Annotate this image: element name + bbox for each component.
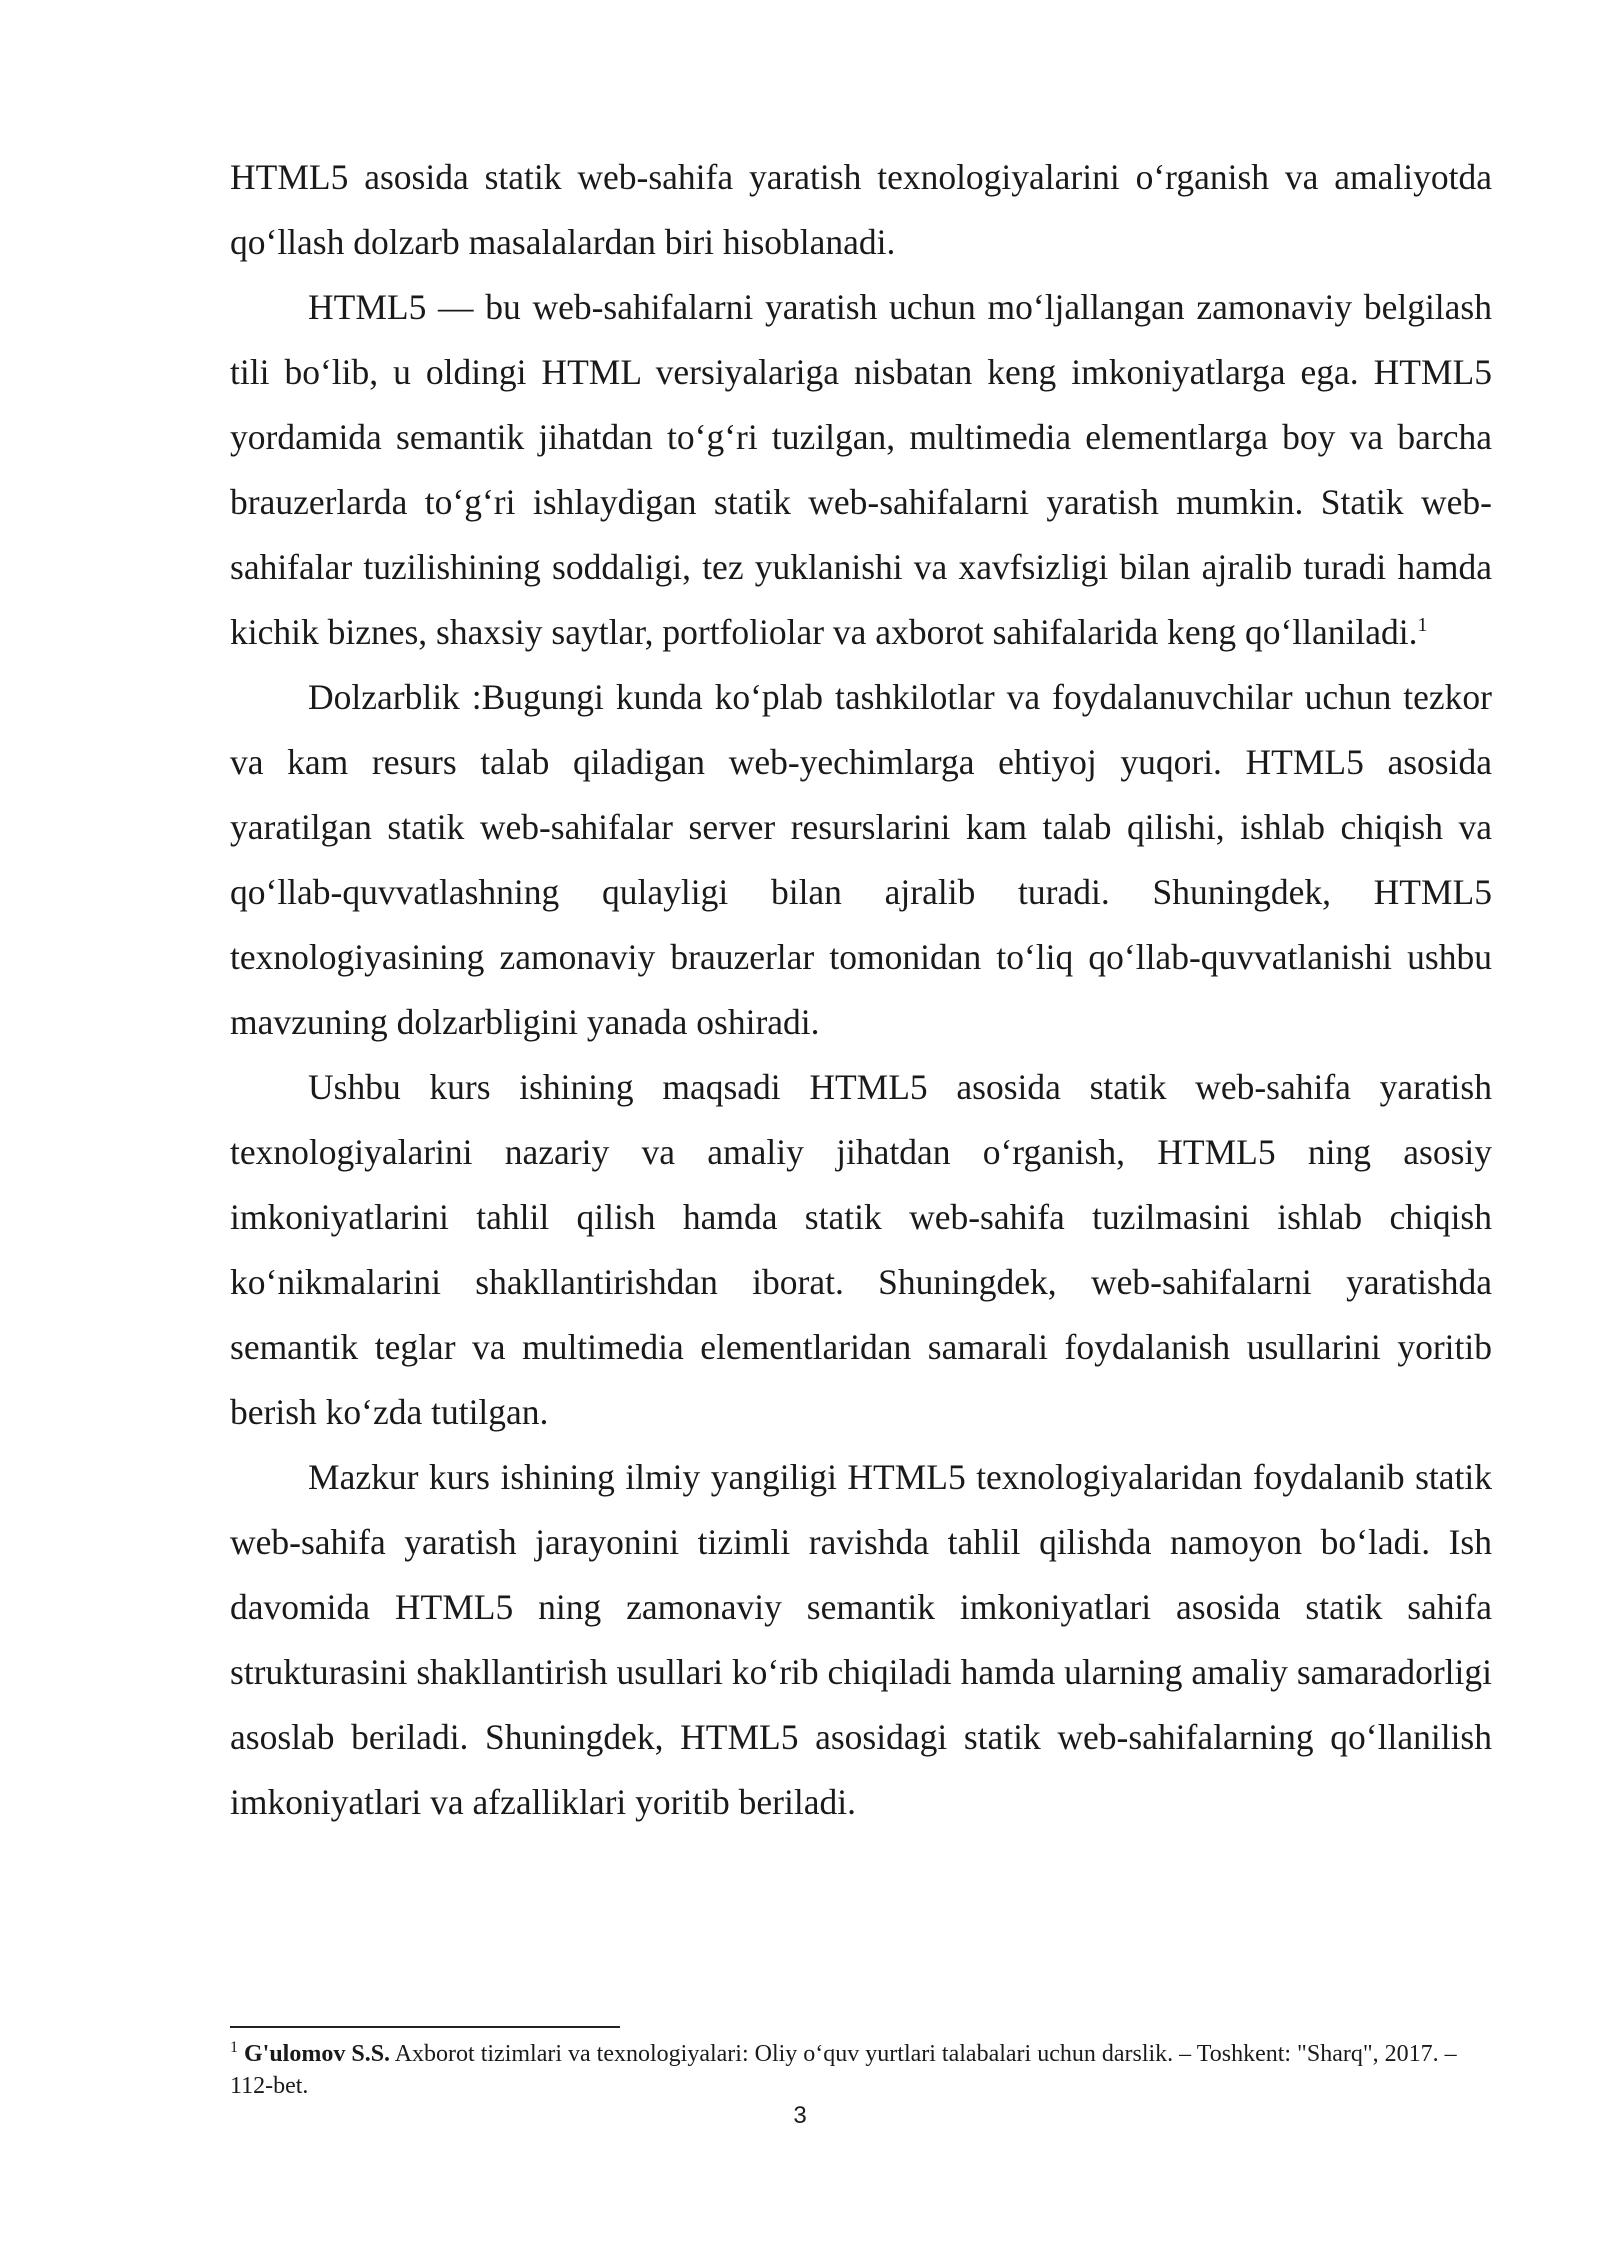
paragraph-relevance [230,665,1492,1055]
footnote-text: Axborot tizimlari va texnologiyalari: Oliy o‘quv yurtlari talabalari uchun darslik. – Toshkent: "Sharq", 2017. – 112-bet. [230,2041,1457,2099]
footnote-reference[interactable]: 1 [1417,614,1428,637]
paragraph-intro [230,145,1492,275]
paragraph-novelty-text: Mazkur kurs ishining ilmiy yangiligi HTML5 texnologiyalaridan foydalanib statik web-sahifa yaratish jarayonini tizimli ravishda tahlil qilishda namoyon bo‘ladi. Ish davomida HTML5 ning zamonaviy semantik imkoniyatlari asosida statik sahifa strukturasini shakllantirish usullari ko‘rib chiqiladi hamda ularning amaliy samaradorligi asoslab beriladi. Shuningdek, HTML5 asosidagi statik web-sahifalarning qo‘llanilish imkoniyatlari va afzalliklari yoritib beriladi. [230,1457,1492,1822]
paragraph-goal [230,1055,1492,1445]
footnote-number: 1 [230,2039,238,2056]
paragraph-novelty [230,1445,1492,1835]
page-number: 3 [793,2102,807,2129]
paragraph-goal-text: Ushbu kurs ishining maqsadi HTML5 asosida statik web-sahifa yaratish texnologiyalarini nazariy va amaliy jihatdan o‘rganish, HTML5 ning asosiy imkoniyatlarini tahlil qilish hamda statik web-sahifa tuzilmasini ishlab chiqish ko‘nikmalarini shakllantirishdan iborat. Shuningdek, web-sahifalarni yaratishda semantik teglar va multimedia elementlaridan samarali foydalanish usullarini yoritib berish ko‘zda tutilgan. [230,1067,1492,1432]
footnote-divider [230,2026,620,2028]
paragraph-html5-definition-text: HTML5 — bu web-sahifalarni yaratish uchun mo‘ljallangan zamonaviy belgilash tili bo‘lib, u oldingi HTML versiyalariga nisbatan keng imkoniyatlarga ega. HTML5 yordamida semantik jihatdan to‘g‘ri tuzilgan, multimedia elementlarga boy va barcha brauzerlarda to‘g‘ri ishlaydigan statik web-sahifalarni yaratish mumkin. Statik web-sahifalar tuzilishining soddaligi, tez yuklanishi va xavfsizligi bilan ajralib turadi hamda kichik biznes, shaxsiy saytlar, portfoliolar va axborot sahifalarida keng qo‘llaniladi. [230,287,1492,652]
paragraph-html5-definition [230,275,1492,665]
paragraph-relevance-text: Dolzarblik :Bugungi kunda ko‘plab tashkilotlar va foydalanuvchilar uchun tezkor va kam resurs talab qiladigan web-yechimlarga ehtiyoj yuqori. HTML5 asosida yaratilgan statik web-sahifalar server resurslarini kam talab qilishi, ishlab chiqish va qo‘llab-quvvatlashning qulayligi bilan ajralib turadi. Shuningdek, HTML5 texnologiyasining zamonaviy brauzerlar tomonidan to‘liq qo‘llab-quvvatlanishi ushbu mavzuning dolzarbligini yanada oshiradi. [230,677,1492,1042]
footnote [230,2038,1492,2102]
paragraph-intro-text: HTML5 asosida statik web-sahifa yaratish texnologiyalarini o‘rganish va amaliyotda qo‘llash dolzarb masalalardan biri hisoblanadi. [230,157,1492,262]
body-text [230,145,1492,1835]
footnote-author: G'ulomov S.S. [244,2041,391,2067]
